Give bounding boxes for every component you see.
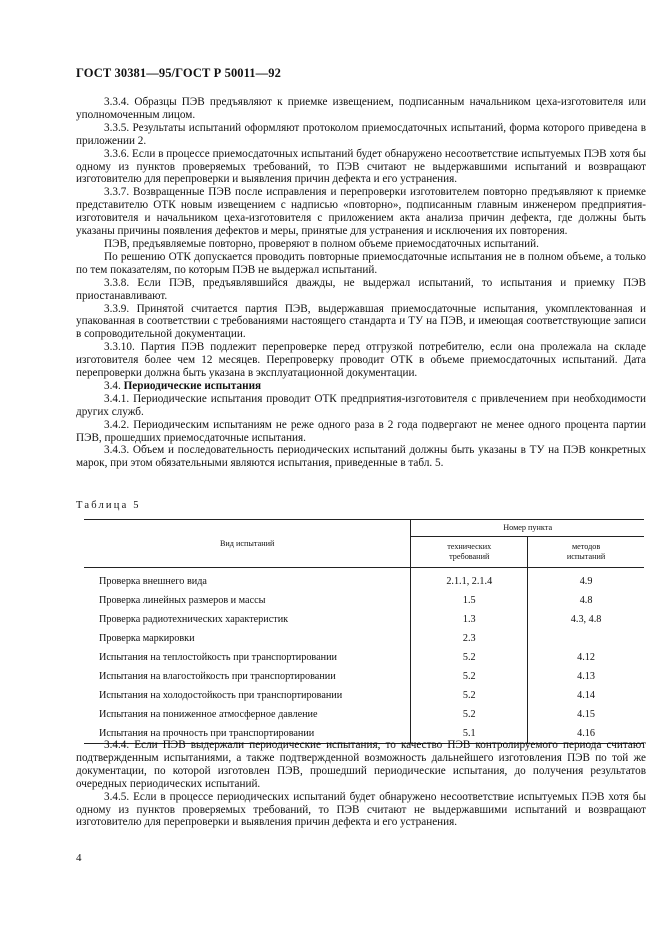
- row-method-item: [528, 629, 644, 648]
- body-text-top: [76, 96, 646, 470]
- row-test-name: Испытания на холодостойкость при транспортировании: [84, 686, 411, 705]
- table-row: [84, 629, 644, 648]
- row-method-item: 4.9: [579, 576, 593, 587]
- column-header-test-type: Вид испытаний: [84, 520, 411, 568]
- page-number: 4: [76, 852, 82, 864]
- column-header-item-number: Номер пункта: [411, 520, 644, 537]
- paragraph: 3.3.4. Образцы ПЭВ предъявляют к приемке извещением, подписанным начальником цеха-изготовителя или уполномоченным лицом.: [76, 96, 646, 121]
- section-heading: [76, 380, 646, 393]
- row-test-name: Испытания на теплостойкость при транспортировании: [84, 648, 411, 667]
- tests-table: [84, 519, 644, 744]
- row-test-name: Проверка радиотехнических характеристик: [84, 610, 411, 629]
- paragraph: 3.4.5. Если в процессе периодических испытаний будет обнаружено несоответствие испытуемых ПЭВ хотя бы одному из пунктов проверяемых требований, то ПЭВ считают не выдержавшими испытаний и возвращают изготовителю для перепроверки и выявления причин дефекта и его устранения.: [76, 790, 646, 829]
- row-method-item: 4.3, 4.8: [570, 614, 602, 625]
- table-row: [84, 610, 644, 629]
- row-test-name: Проверка внешнего вида: [84, 568, 411, 592]
- table-row: [84, 591, 644, 610]
- paragraph: 3.4.1. Периодические испытания проводит ОТК предприятия-изготовителя с привлечением при необходимости других служб.: [76, 392, 646, 418]
- paragraph: 3.3.8. Если ПЭВ, предъявлявшийся дважды, не выдержал испытаний, то испытания и приемку ПЭВ приостанавливают.: [76, 276, 646, 302]
- row-test-name: Испытания на пониженное атмосферное давление: [84, 705, 411, 724]
- row-test-name: Испытания на прочность при транспортировании: [84, 724, 411, 744]
- paragraph: По решению ОТК допускается проводить повторные приемосдаточные испытания не в полном объеме, а только по тем показателям, по которым ПЭВ не выдержал испытаний.: [76, 250, 646, 276]
- column-header-tech-label: технических требований: [447, 542, 492, 561]
- row-tech-item: 5.1: [411, 724, 528, 744]
- paragraph: 3.4.4. Если ПЭВ выдержали периодические испытания, то качество ПЭВ контролируемого периода считают подтвержденным испытаниями, а также подтвержденной возможность дальнейшего изготовления ПЭВ по той же документации, по которой изготовлен ПЭВ, прошедший периодические испытания, до получения результатов очередных периодических испытаний.: [76, 739, 646, 790]
- section-number: 3.4.: [104, 379, 121, 392]
- row-tech-item: 1.3: [411, 610, 528, 629]
- column-header-test-methods: [528, 537, 644, 568]
- table-row: [84, 686, 644, 705]
- row-method-item: 4.15: [577, 709, 595, 720]
- row-tech-item: 1.5: [411, 591, 528, 610]
- column-header-tech-requirements: [411, 537, 528, 568]
- row-method-item: 4.16: [528, 724, 644, 744]
- row-test-name: Проверка линейных размеров и массы: [84, 591, 411, 610]
- table-row: [84, 568, 644, 592]
- row-tech-item: 5.2: [411, 667, 528, 686]
- row-tech-item: 2.1.1, 2.1.4: [411, 568, 528, 592]
- row-method-item: 4.14: [577, 690, 595, 701]
- paragraph: 3.3.10. Партия ПЭВ подлежит перепроверке перед отгрузкой потребителю, если она пролежала на складе изготовителя более чем 12 месяцев. Перепроверку проводит ОТК в объеме приемосдаточных испытаний. Дата перепроверки должна быть указана в эксплуатационной документации.: [76, 341, 646, 380]
- paragraph: 3.3.5. Результаты испытаний оформляют протоколом приемосдаточных испытаний, форма которого приведена в приложении 2.: [76, 121, 646, 147]
- paragraph: 3.4.2. Периодическим испытаниям не реже одного раза в 2 года подвергают не менее одного процента партии ПЭВ, прошедших приемосдаточные испытания.: [76, 418, 646, 444]
- table-row: [84, 648, 644, 667]
- row-method-item: 4.8: [579, 595, 593, 606]
- table-caption: Таблица 5: [76, 500, 141, 511]
- table-row: [84, 667, 644, 686]
- body-text-bottom: [76, 739, 646, 829]
- row-tech-item: 2.3: [411, 629, 528, 648]
- paragraph: ПЭВ, предъявляемые повторно, проверяют в полном объеме приемосдаточных испытаний.: [104, 237, 539, 250]
- paragraph: 3.3.9. Принятой считается партия ПЭВ, выдержавшая приемосдаточные испытания, укомплектованная и упакованная в соответствии с требованиями настоящего стандарта и ТУ на ПЭВ, и имеющая соответствующие записи в сопроводительной документации.: [76, 302, 646, 341]
- row-test-name: Испытания на влагостойкость при транспортировании: [84, 667, 411, 686]
- row-tech-item: 5.2: [411, 705, 528, 724]
- paragraph: 3.3.7. Возвращенные ПЭВ после исправления и перепроверки изготовителем повторно предъявляют к приемке представителю ОТК новым извещением с надписью «повторно», подписанным главным инженером предприятия-изготовителя и начальником цеха-изготовителя с приложением акта анализа причин дефекта, где должны быть указаны причины появления дефектов и меры, принятые для устранения и исключения их повторения.: [76, 186, 646, 238]
- row-method-item: 4.12: [577, 652, 595, 663]
- table-row: [84, 705, 644, 724]
- paragraph: 3.4.3. Объем и последовательность периодических испытаний должны быть указаны в ТУ на ПЭВ конкретных марок, при этом обязательными являются испытания, приведенные в табл. 5.: [76, 444, 646, 470]
- document-header: ГОСТ 30381—95/ГОСТ Р 50011—92: [76, 66, 281, 80]
- column-header-method-label: методов испытаний: [566, 542, 606, 561]
- section-title: Периодические испытания: [123, 379, 262, 392]
- row-tech-item: 5.2: [411, 686, 528, 705]
- row-test-name: Проверка маркировки: [84, 629, 411, 648]
- paragraph: 3.3.6. Если в процессе приемосдаточных испытаний будет обнаружено несоответствие испытуемых ПЭВ хотя бы одному из пунктов проверяемых требований, то ПЭВ считают не выдержавшими испытаний и возвращают изготовителю для перепроверки и выявления причин дефекта и его устранения.: [76, 147, 646, 186]
- row-method-item: 4.13: [577, 671, 595, 682]
- row-tech-item: 5.2: [411, 648, 528, 667]
